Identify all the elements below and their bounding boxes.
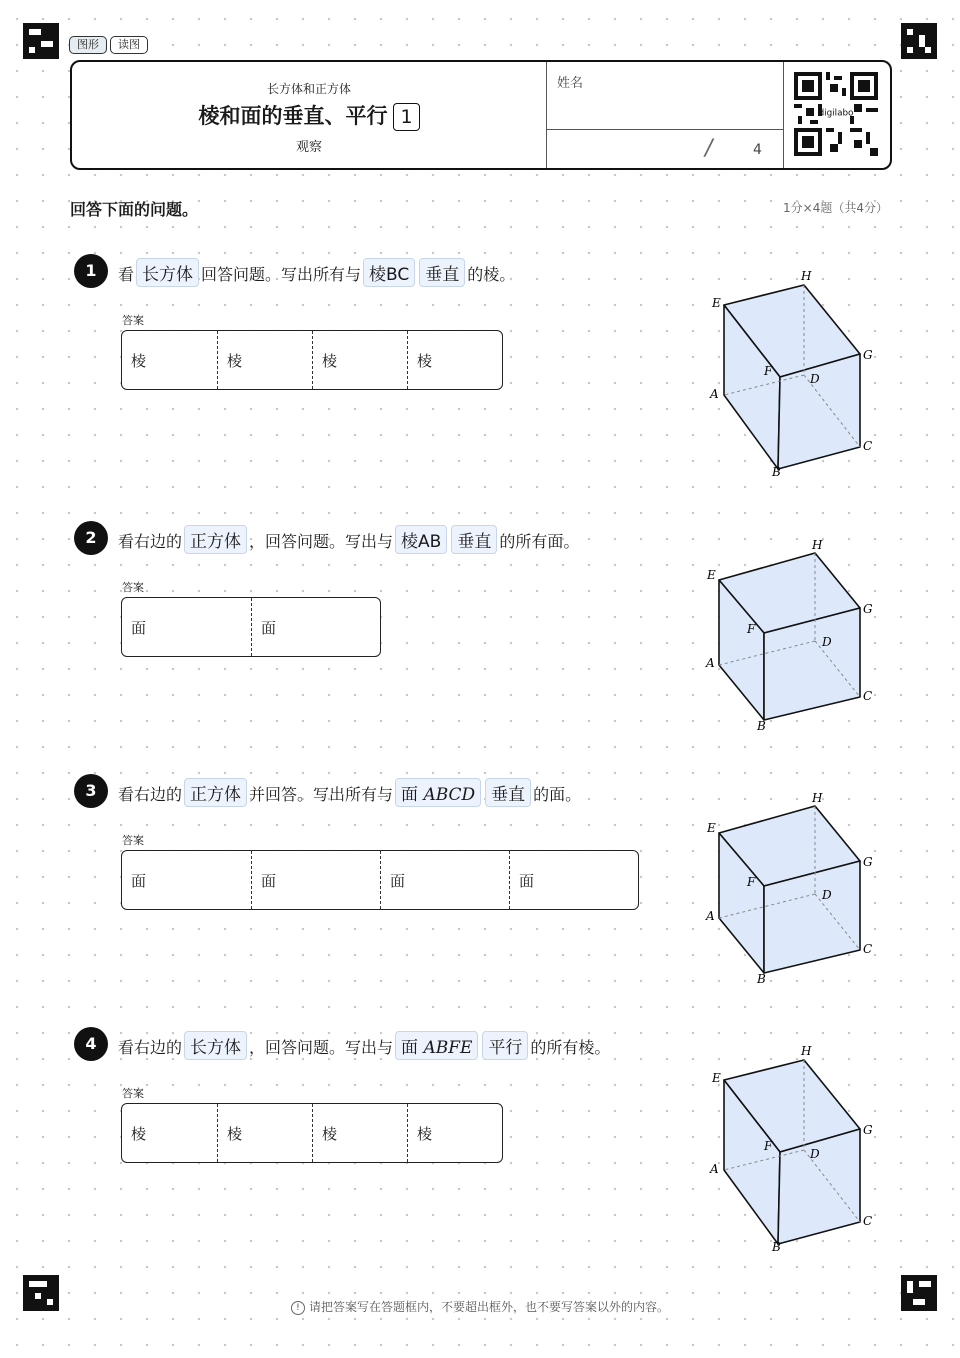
svg-text:G: G [863,855,873,869]
svg-text:D: D [810,372,820,386]
answer-box [121,850,639,910]
score-total: 4 [753,142,762,158]
tag-category: 图形 [69,36,107,54]
question-text: 看右边的 正方体 ，回答问题。写出与 棱AB 垂直 的所有面。 [118,525,579,554]
svg-text:B: B [772,465,781,479]
keyword-chip: 长方体 [184,1031,247,1060]
answer-box [121,597,381,657]
answer-label: 答案 [122,314,144,327]
question-text: 看 长方体 回答问题。写出所有与 棱BC 垂直 的棱。 [118,258,515,287]
score-slash: / [705,136,713,161]
keyword-chip: 垂直 [419,258,465,287]
svg-text:D: D [822,635,832,649]
keyword-chip: 正方体 [184,778,247,807]
name-label: 姓名 [557,76,584,91]
svg-text:C: C [863,439,873,453]
keyword-chip: 棱AB [395,525,447,554]
answer-cell[interactable]: 棱 [217,331,312,389]
answer-cell[interactable]: 棱 [312,331,407,389]
corner-marker-icon [901,23,937,59]
worksheet-title: 棱和面的垂直、平行 1 [72,100,546,131]
cube-figure-2 [700,537,890,737]
worksheet-number: 1 [393,103,419,131]
answer-cell[interactable]: 面 [251,851,380,909]
instruction: 回答下面的问题。 [70,200,199,219]
svg-text:H: H [812,538,823,552]
svg-text:B: B [757,719,766,733]
answer-cell[interactable]: 棱 [217,1104,312,1162]
answer-cell[interactable]: 棱 [131,1125,147,1143]
svg-text:D: D [810,1147,820,1161]
svg-text:A: A [706,909,715,923]
keyword-chip: 正方体 [184,525,247,554]
answer-box [121,1103,503,1163]
svg-text:H: H [801,1044,812,1058]
question-number: 2 [74,521,108,555]
answer-label: 答案 [122,581,144,594]
answer-cell[interactable]: 棱 [407,331,502,389]
keyword-chip: 平行 [482,1031,528,1060]
info-icon: ! [291,1301,305,1315]
footer-note: ! 请把答案写在答题框内，不要超出框外，也不要写答案以外的内容。 [0,1298,960,1315]
keyword-chip: 长方体 [136,258,199,287]
svg-text:B: B [772,1240,781,1254]
svg-text:H: H [801,269,812,283]
answer-cell[interactable]: 棱 [407,1104,502,1162]
tag-type: 读图 [110,36,148,54]
svg-text:A: A [710,387,719,401]
cube-figure-3 [700,790,890,990]
svg-text:H: H [812,791,823,805]
question-number: 3 [74,774,108,808]
svg-text:C: C [863,689,873,703]
question-number: 1 [74,254,108,288]
keyword-chip: 面 ABCD [395,778,481,807]
answer-cell[interactable]: 棱 [312,1104,407,1162]
question-number: 4 [74,1027,108,1061]
worksheet-subtitle: 长方体和正方体 [266,82,351,96]
answer-cell[interactable]: 面 [131,872,147,890]
answer-cell[interactable]: 面 [509,851,638,909]
cuboid-figure-4 [700,1040,890,1255]
svg-text:F: F [747,622,756,636]
svg-text:E: E [707,821,716,835]
answer-label: 答案 [122,834,144,847]
points-info: 1分×4题（共4分） [783,201,888,215]
svg-text:A: A [710,1162,719,1176]
answer-cell[interactable]: 面 [251,598,380,656]
keyword-chip: 垂直 [451,525,497,554]
svg-text:F: F [764,364,773,378]
svg-text:E: E [712,296,721,310]
svg-text:E: E [712,1071,721,1085]
cuboid-figure-1 [700,265,890,480]
qr-code-text: digilabo [818,108,854,119]
svg-text:F: F [747,875,756,889]
keyword-chip: 棱BC [363,258,415,287]
answer-cell[interactable]: 面 [380,851,509,909]
answer-label: 答案 [122,1087,144,1100]
keyword-chip: 面 ABFE [395,1031,478,1060]
keyword-chip: 垂直 [485,778,531,807]
worksheet-category: 观察 [295,140,322,155]
question-text: 看右边的 长方体 ，回答问题。写出与 面 ABFE 平行 的所有棱。 [118,1031,610,1060]
svg-text:E: E [707,568,716,582]
worksheet-header [70,60,892,170]
corner-marker-icon [23,23,59,59]
svg-text:G: G [863,602,873,616]
svg-text:F: F [764,1139,773,1153]
answer-cell[interactable]: 面 [131,619,147,637]
svg-text:A: A [706,656,715,670]
svg-text:G: G [863,348,873,362]
svg-text:B: B [757,972,766,986]
svg-text:G: G [863,1123,873,1137]
answer-box [121,330,503,390]
answer-cell[interactable]: 棱 [131,352,147,370]
svg-text:C: C [863,1214,873,1228]
qr-code-icon [794,72,878,156]
svg-text:C: C [863,942,873,956]
question-text: 看右边的 正方体 并回答。写出所有与 面 ABCD 垂直 的面。 [118,778,581,807]
svg-text:D: D [822,888,832,902]
